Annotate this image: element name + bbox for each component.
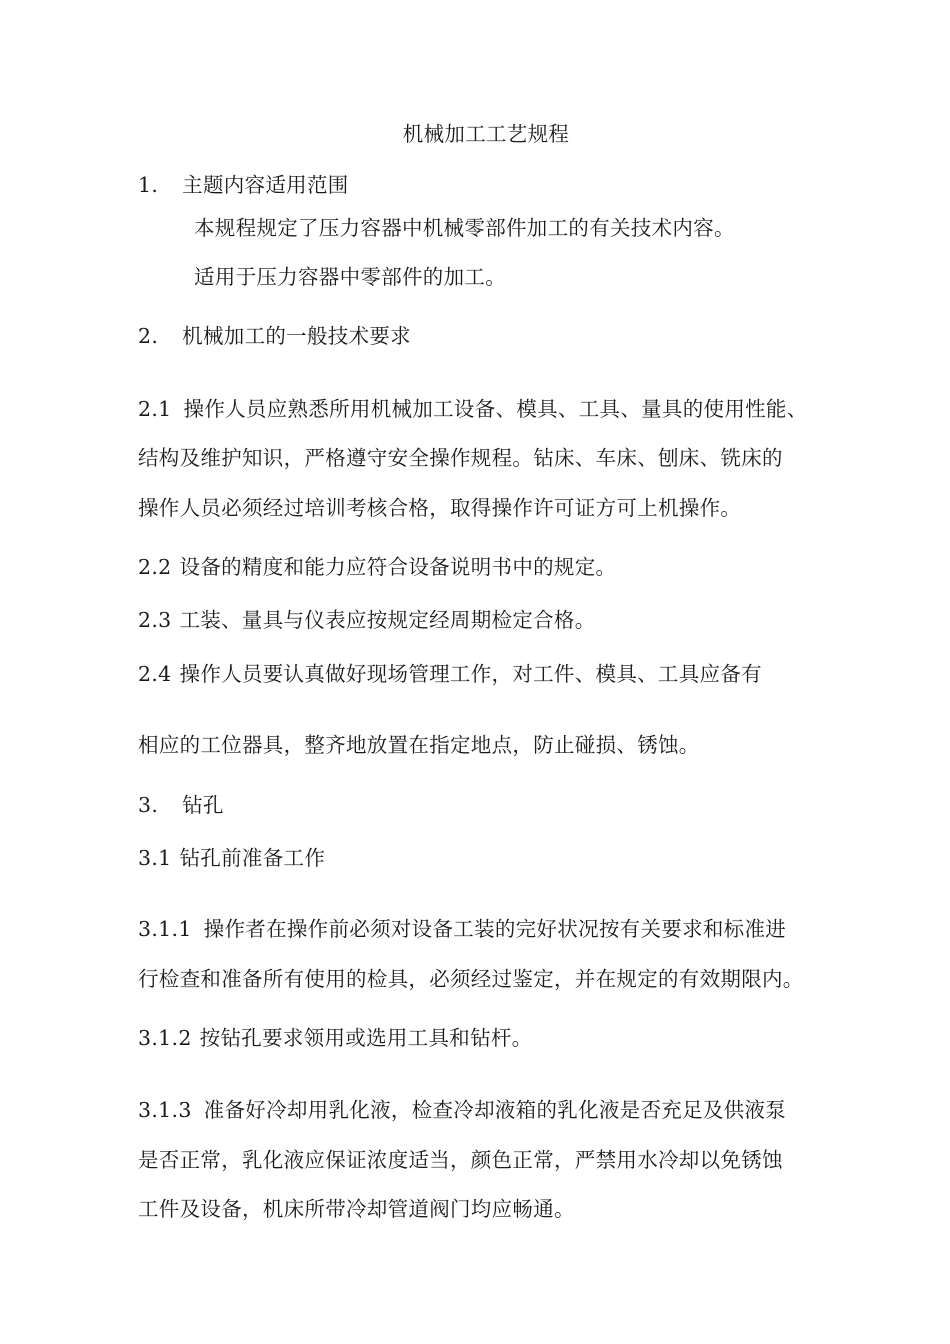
clause-number: 3.1.3 — [138, 1098, 192, 1122]
clause-2-3 — [138, 608, 596, 632]
section-title: 钻孔 — [182, 793, 224, 817]
clause-number: 2.1 — [138, 397, 172, 421]
clause-3-1-3-line-1 — [138, 1098, 786, 1122]
clause-3-1-3-line-2: 是否正常，乳化液应保证浓度适当，颜色正常，严禁用水冷却以免锈蚀 — [138, 1148, 783, 1172]
clause-number: 3.1.1 — [138, 917, 192, 941]
clause-2-4-line-2: 相应的工位器具，整齐地放置在指定地点，防止碰损、锈蚀。 — [138, 733, 700, 757]
clause-2-1-line-1 — [138, 397, 808, 421]
document-title: 机械加工工艺规程 — [402, 122, 570, 146]
clause-2-4-line-1 — [138, 662, 762, 686]
paragraph: 本规程规定了压力容器中机械零部件加工的有关技术内容。 — [194, 216, 735, 240]
subsection-3-1-heading — [138, 846, 325, 870]
section-number: 1. — [138, 173, 159, 197]
clause-text: 设备的精度和能力应符合设备说明书中的规定。 — [179, 555, 617, 579]
clause-number: 2.3 — [138, 608, 172, 632]
clause-number: 3.1.2 — [138, 1026, 192, 1050]
clause-2-1-line-3: 操作人员必须经过培训考核合格，取得操作许可证方可上机操作。 — [138, 496, 742, 520]
clause-text: 操作人员要认真做好现场管理工作，对工件、模具、工具应备有 — [179, 662, 762, 686]
section-number: 3. — [138, 793, 159, 817]
clause-number: 3.1 — [138, 846, 172, 870]
clause-3-1-3-line-3: 工件及设备，机床所带冷却管道阀门均应畅通。 — [138, 1197, 575, 1221]
clause-number: 2.4 — [138, 662, 172, 686]
section-title: 机械加工的一般技术要求 — [182, 324, 411, 348]
clause-text: 工装、量具与仪表应按规定经周期检定合格。 — [179, 608, 596, 632]
subsection-title: 钻孔前准备工作 — [179, 846, 326, 870]
section-1-heading — [138, 173, 349, 197]
clause-3-1-1-line-1 — [138, 917, 786, 941]
clause-2-1-line-2: 结构及维护知识，严格遵守安全操作规程。钻床、车床、刨床、铣床的 — [138, 446, 783, 470]
clause-text: 操作人员应熟悉所用机械加工设备、模具、工具、量具的使用性能、 — [183, 397, 808, 421]
clause-3-1-2 — [138, 1026, 532, 1050]
clause-number: 2.2 — [138, 555, 172, 579]
section-2-heading — [138, 324, 411, 348]
clause-text: 准备好冷却用乳化液，检查冷却液箱的乳化液是否充足及供液泵 — [203, 1098, 787, 1122]
clause-text: 按钻孔要求领用或选用工具和钻杆。 — [199, 1026, 533, 1050]
section-title: 主题内容适用范围 — [182, 173, 349, 197]
clause-3-1-1-line-2: 行检查和准备所有使用的检具，必须经过鉴定，并在规定的有效期限内。 — [138, 967, 804, 991]
clause-text: 操作者在操作前必须对设备工装的完好状况按有关要求和标准进 — [203, 917, 787, 941]
section-number: 2. — [138, 324, 159, 348]
clause-2-2 — [138, 555, 616, 579]
section-3-heading — [138, 793, 224, 817]
paragraph: 适用于压力容器中零部件的加工。 — [194, 265, 506, 289]
